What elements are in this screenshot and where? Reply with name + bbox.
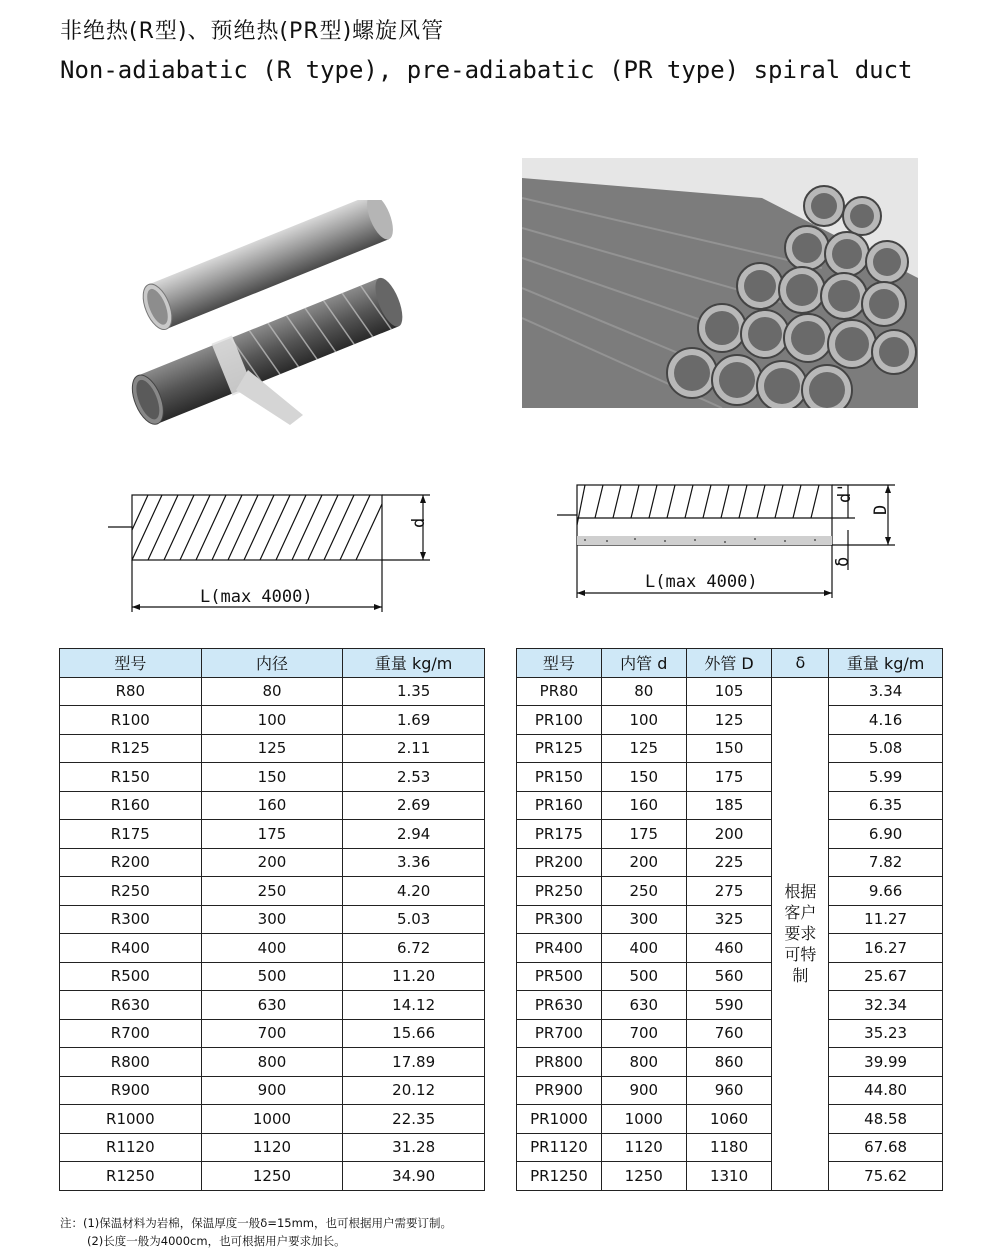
cell-weight: 6.35 (829, 791, 943, 820)
cell-model: PR630 (517, 991, 602, 1020)
cell-weight: 4.20 (343, 877, 485, 906)
cell-weight: 22.35 (343, 1105, 485, 1134)
cell-model: R800 (60, 1048, 202, 1077)
cell-outer-pipe: 185 (686, 791, 772, 820)
pr-type-duct-diagram (555, 470, 895, 610)
cell-weight: 9.66 (829, 877, 943, 906)
cell-model: R150 (60, 763, 202, 792)
inner-diameter-label: d' (835, 482, 855, 503)
cell-outer-pipe: 150 (686, 734, 772, 763)
cell-inner-pipe: 1120 (601, 1133, 686, 1162)
cell-model: PR800 (517, 1048, 602, 1077)
cell-inner-diameter: 125 (201, 734, 343, 763)
cell-outer-pipe: 860 (686, 1048, 772, 1077)
cell-weight: 35.23 (829, 1019, 943, 1048)
cell-weight: 2.69 (343, 791, 485, 820)
table-row (517, 1048, 943, 1077)
cell-outer-pipe: 200 (686, 820, 772, 849)
cell-model: R1120 (60, 1133, 202, 1162)
cell-weight: 4.16 (829, 706, 943, 735)
r-type-spec-table (59, 648, 485, 1191)
cell-inner-pipe: 500 (601, 962, 686, 991)
cell-model: R400 (60, 934, 202, 963)
outer-diameter-label: D (871, 504, 891, 515)
duct-tubes-photo (118, 200, 418, 425)
cell-model: PR100 (517, 706, 602, 735)
table-row (60, 734, 485, 763)
table-row (517, 1133, 943, 1162)
cell-outer-pipe: 105 (686, 677, 772, 706)
cell-model: PR160 (517, 791, 602, 820)
cell-outer-pipe: 560 (686, 962, 772, 991)
cell-model: PR700 (517, 1019, 602, 1048)
cell-model: R1250 (60, 1162, 202, 1191)
cell-inner-pipe: 1000 (601, 1105, 686, 1134)
table-row (60, 1105, 485, 1134)
column-header-inner-pipe: 内管 d (601, 649, 686, 678)
cell-weight: 17.89 (343, 1048, 485, 1077)
table-row (60, 763, 485, 792)
cell-inner-diameter: 900 (201, 1076, 343, 1105)
cell-weight: 25.67 (829, 962, 943, 991)
cell-weight: 48.58 (829, 1105, 943, 1134)
cell-outer-pipe: 1180 (686, 1133, 772, 1162)
table-row (517, 706, 943, 735)
cell-inner-diameter: 1250 (201, 1162, 343, 1191)
cell-inner-pipe: 250 (601, 877, 686, 906)
table-row (60, 791, 485, 820)
table-row (60, 877, 485, 906)
cell-weight: 15.66 (343, 1019, 485, 1048)
cell-inner-pipe: 100 (601, 706, 686, 735)
cell-weight: 2.53 (343, 763, 485, 792)
cell-weight: 14.12 (343, 991, 485, 1020)
table-row (517, 1019, 943, 1048)
diameter-label: d (409, 517, 429, 528)
column-header-weight: 重量 kg/m (829, 649, 943, 678)
table-row (60, 1019, 485, 1048)
table-row (517, 734, 943, 763)
table-row (60, 1048, 485, 1077)
cell-outer-pipe: 760 (686, 1019, 772, 1048)
duct-stack-photo (522, 158, 918, 408)
cell-model: R1000 (60, 1105, 202, 1134)
cell-inner-pipe: 150 (601, 763, 686, 792)
table-row (517, 962, 943, 991)
cell-model: PR80 (517, 677, 602, 706)
cell-weight: 1.35 (343, 677, 485, 706)
cell-inner-diameter: 700 (201, 1019, 343, 1048)
cell-model: PR200 (517, 848, 602, 877)
cell-inner-pipe: 125 (601, 734, 686, 763)
cell-inner-diameter: 300 (201, 905, 343, 934)
table-row (517, 791, 943, 820)
cell-outer-pipe: 1310 (686, 1162, 772, 1191)
cell-outer-pipe: 460 (686, 934, 772, 963)
cell-outer-pipe: 125 (686, 706, 772, 735)
column-header-thickness: δ (772, 649, 829, 678)
column-header-outer-pipe: 外管 D (686, 649, 772, 678)
cell-outer-pipe: 590 (686, 991, 772, 1020)
cell-inner-pipe: 300 (601, 905, 686, 934)
pr-type-spec-table (516, 648, 943, 1191)
cell-outer-pipe: 175 (686, 763, 772, 792)
table-row (60, 848, 485, 877)
cell-model: R250 (60, 877, 202, 906)
table-row (60, 934, 485, 963)
cell-inner-pipe: 900 (601, 1076, 686, 1105)
footnotes (60, 1214, 452, 1250)
footnote-2: (2)长度一般为4000cm，也可根据用户要求加长。 (87, 1234, 346, 1248)
cell-inner-pipe: 80 (601, 677, 686, 706)
cell-inner-diameter: 1000 (201, 1105, 343, 1134)
cell-weight: 34.90 (343, 1162, 485, 1191)
cell-model: R900 (60, 1076, 202, 1105)
cell-inner-pipe: 630 (601, 991, 686, 1020)
thickness-label: δ (833, 556, 853, 567)
cell-inner-pipe: 700 (601, 1019, 686, 1048)
cell-model: PR1250 (517, 1162, 602, 1191)
table-row (60, 962, 485, 991)
length-label: L(max 4000) (645, 572, 758, 592)
cell-model: PR300 (517, 905, 602, 934)
table-row (60, 1162, 485, 1191)
cell-model: R160 (60, 791, 202, 820)
table-row (517, 1162, 943, 1191)
table-row (517, 1105, 943, 1134)
cell-model: R175 (60, 820, 202, 849)
cell-weight: 2.11 (343, 734, 485, 763)
cell-inner-diameter: 80 (201, 677, 343, 706)
cell-model: R125 (60, 734, 202, 763)
thickness-note-cell (772, 677, 829, 1190)
cell-model: R100 (60, 706, 202, 735)
cell-model: R80 (60, 677, 202, 706)
cell-inner-pipe: 175 (601, 820, 686, 849)
cell-outer-pipe: 960 (686, 1076, 772, 1105)
cell-weight: 75.62 (829, 1162, 943, 1191)
cell-outer-pipe: 225 (686, 848, 772, 877)
table-header-row (517, 649, 943, 678)
cell-inner-diameter: 500 (201, 962, 343, 991)
cell-weight: 3.34 (829, 677, 943, 706)
thickness-note-line: 制 (792, 966, 809, 985)
cell-weight: 39.99 (829, 1048, 943, 1077)
column-header-model: 型号 (60, 649, 202, 678)
cell-inner-diameter: 100 (201, 706, 343, 735)
cell-outer-pipe: 1060 (686, 1105, 772, 1134)
column-header-weight: 重量 kg/m (343, 649, 485, 678)
cell-model: PR1120 (517, 1133, 602, 1162)
cell-weight: 11.27 (829, 905, 943, 934)
cell-model: R500 (60, 962, 202, 991)
page-title-english: Non-adiabatic (R type), pre-adiabatic (PR type) spiral duct (60, 56, 913, 84)
page-title-chinese: 非绝热(R型)、预绝热(PR型)螺旋风管 (60, 19, 445, 44)
cell-weight: 5.08 (829, 734, 943, 763)
table-row (517, 991, 943, 1020)
cell-weight: 2.94 (343, 820, 485, 849)
cell-weight: 31.28 (343, 1133, 485, 1162)
cell-inner-diameter: 800 (201, 1048, 343, 1077)
cell-model: R300 (60, 905, 202, 934)
table-header-row (60, 649, 485, 678)
table-row (517, 934, 943, 963)
cell-weight: 6.90 (829, 820, 943, 849)
table-row (517, 905, 943, 934)
cell-inner-diameter: 200 (201, 848, 343, 877)
cell-model: R700 (60, 1019, 202, 1048)
thickness-note-line: 客户 (784, 903, 817, 922)
thickness-note-line: 根据 (784, 882, 817, 901)
cell-model: R630 (60, 991, 202, 1020)
cell-model: PR250 (517, 877, 602, 906)
table-row (60, 820, 485, 849)
cell-model: PR150 (517, 763, 602, 792)
table-row (517, 763, 943, 792)
cell-inner-pipe: 160 (601, 791, 686, 820)
cell-inner-pipe: 200 (601, 848, 686, 877)
table-row (517, 1076, 943, 1105)
cell-inner-diameter: 160 (201, 791, 343, 820)
cell-model: PR175 (517, 820, 602, 849)
cell-weight: 11.20 (343, 962, 485, 991)
cell-weight: 5.03 (343, 905, 485, 934)
cell-inner-diameter: 250 (201, 877, 343, 906)
table-row (60, 1076, 485, 1105)
cell-model: PR400 (517, 934, 602, 963)
cell-weight: 20.12 (343, 1076, 485, 1105)
table-row (60, 706, 485, 735)
footnote-1: 注：(1)保温材料为岩棉，保温厚度一般δ=15mm，也可根据用户需要订制。 (60, 1216, 452, 1230)
length-label: L(max 4000) (200, 587, 313, 607)
cell-inner-diameter: 400 (201, 934, 343, 963)
cell-weight: 1.69 (343, 706, 485, 735)
cell-weight: 7.82 (829, 848, 943, 877)
cell-model: PR500 (517, 962, 602, 991)
cell-inner-diameter: 175 (201, 820, 343, 849)
cell-weight: 44.80 (829, 1076, 943, 1105)
thickness-note-line: 要求 (784, 924, 817, 943)
thickness-note-line: 可特 (784, 945, 817, 964)
r-type-duct-diagram (100, 470, 450, 620)
table-row (60, 905, 485, 934)
table-row (60, 1133, 485, 1162)
cell-weight: 16.27 (829, 934, 943, 963)
cell-model: R200 (60, 848, 202, 877)
table-row (60, 991, 485, 1020)
table-row (517, 820, 943, 849)
table-row (517, 877, 943, 906)
cell-outer-pipe: 275 (686, 877, 772, 906)
cell-inner-pipe: 800 (601, 1048, 686, 1077)
cell-weight: 5.99 (829, 763, 943, 792)
cell-weight: 6.72 (343, 934, 485, 963)
cell-model: PR900 (517, 1076, 602, 1105)
column-header-model: 型号 (517, 649, 602, 678)
table-row (517, 677, 943, 706)
cell-weight: 32.34 (829, 991, 943, 1020)
table-row (60, 677, 485, 706)
cell-weight: 3.36 (343, 848, 485, 877)
cell-outer-pipe: 325 (686, 905, 772, 934)
cell-inner-diameter: 630 (201, 991, 343, 1020)
cell-inner-pipe: 1250 (601, 1162, 686, 1191)
column-header-inner-diameter: 内径 (201, 649, 343, 678)
cell-model: PR125 (517, 734, 602, 763)
table-row (517, 848, 943, 877)
cell-inner-diameter: 1120 (201, 1133, 343, 1162)
cell-weight: 67.68 (829, 1133, 943, 1162)
cell-inner-diameter: 150 (201, 763, 343, 792)
cell-inner-pipe: 400 (601, 934, 686, 963)
cell-model: PR1000 (517, 1105, 602, 1134)
